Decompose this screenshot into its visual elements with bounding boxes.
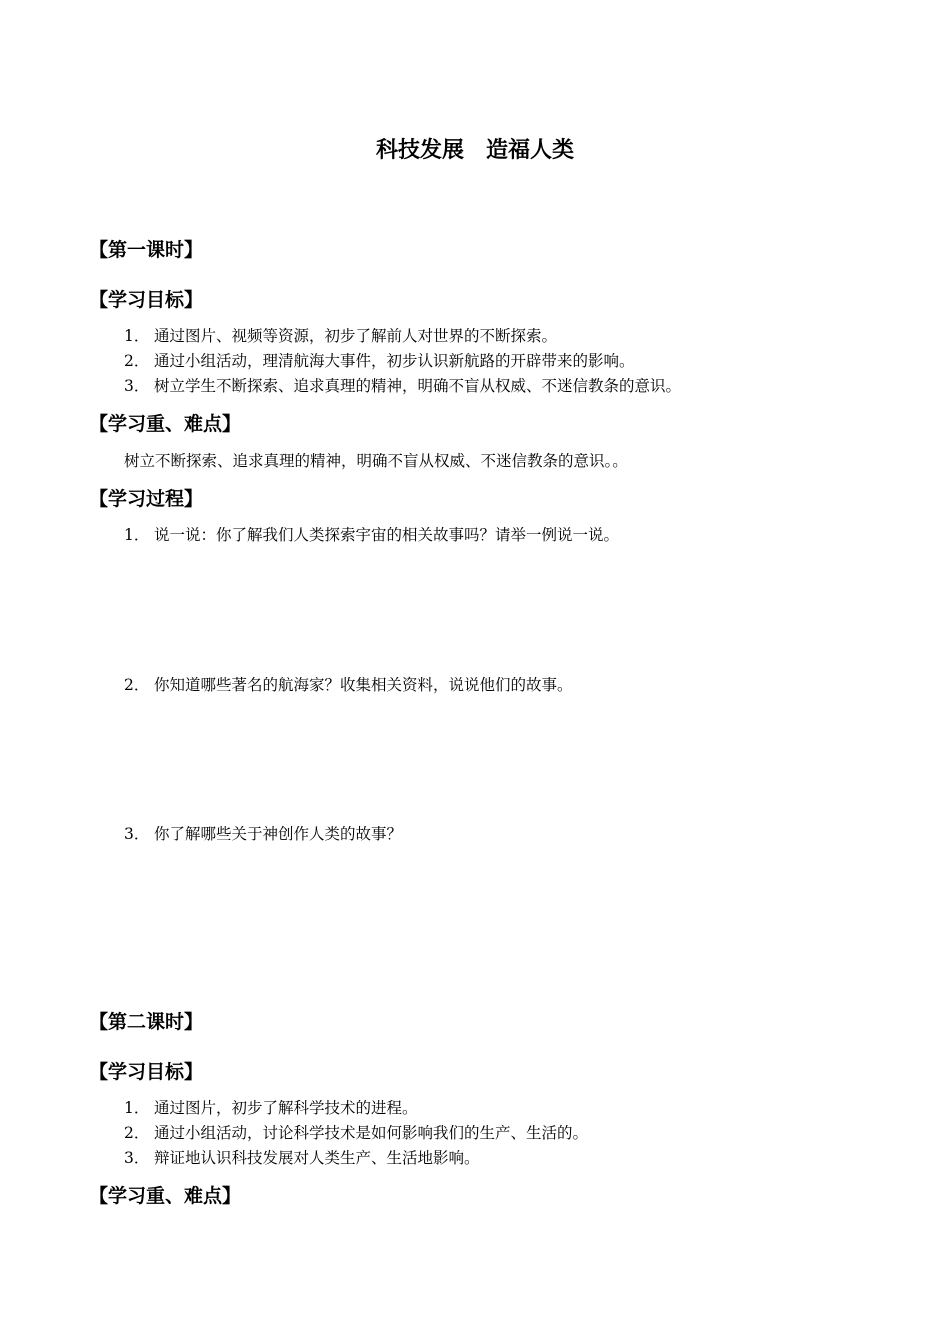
list-number: 2． [124,352,150,370]
list-number: 1． [124,1099,150,1117]
list-text: 说一说：你了解我们人类探索宇宙的相关故事吗？请举一例说一说。 [154,526,620,544]
list-text: 你了解哪些关于神创作人类的故事？ [154,825,403,843]
lesson2-objective-2 [124,1122,588,1144]
lesson1-process-header: 【学习过程】 [89,488,204,510]
list-number: 1． [124,327,150,345]
list-text: 通过图片、视频等资源，初步了解前人对世界的不断探索。 [154,327,558,345]
list-number: 1． [124,526,150,544]
list-text: 辩证地认识科技发展对人类生产、生活地影响。 [154,1149,480,1167]
lesson1-objectives-header: 【学习目标】 [89,289,204,311]
lesson1-key-points-header: 【学习重、难点】 [89,413,242,435]
lesson1-objective-2 [124,350,635,372]
lesson1-process-3 [124,823,402,845]
lesson2-header: 【第二课时】 [89,1011,204,1033]
lesson2-objective-1 [124,1097,418,1119]
list-text: 通过小组活动，讨论科学技术是如何影响我们的生产、生活的。 [154,1124,589,1142]
page-title: 科技发展 造福人类 [375,138,574,163]
lesson1-objective-3 [124,375,681,397]
lesson1-key-points-text: 树立不断探索、追求真理的精神，明确不盲从权威、不迷信教条的意识。。 [124,452,628,470]
list-number: 3． [124,377,150,395]
lesson1-header: 【第一课时】 [89,239,204,261]
lesson1-objective-1 [124,325,557,347]
list-text: 通过图片，初步了解科学技术的进程。 [154,1099,418,1117]
lesson2-objectives-header: 【学习目标】 [89,1061,204,1083]
lesson2-key-points-header: 【学习重、难点】 [89,1185,242,1207]
lesson2-objective-3 [124,1147,480,1169]
list-text: 你知道哪些著名的航海家？收集相关资料，说说他们的故事。 [154,676,573,694]
list-number: 2． [124,1124,150,1142]
list-text: 通过小组活动，理清航海大事件，初步认识新航路的开辟带来的影响。 [154,352,635,370]
list-number: 2． [124,676,150,694]
lesson1-process-2 [124,674,573,696]
list-number: 3． [124,825,150,843]
list-number: 3． [124,1149,150,1167]
list-text: 树立学生不断探索、追求真理的精神，明确不盲从权威、不迷信教条的意识。 [154,377,682,395]
lesson1-process-1 [124,524,619,546]
